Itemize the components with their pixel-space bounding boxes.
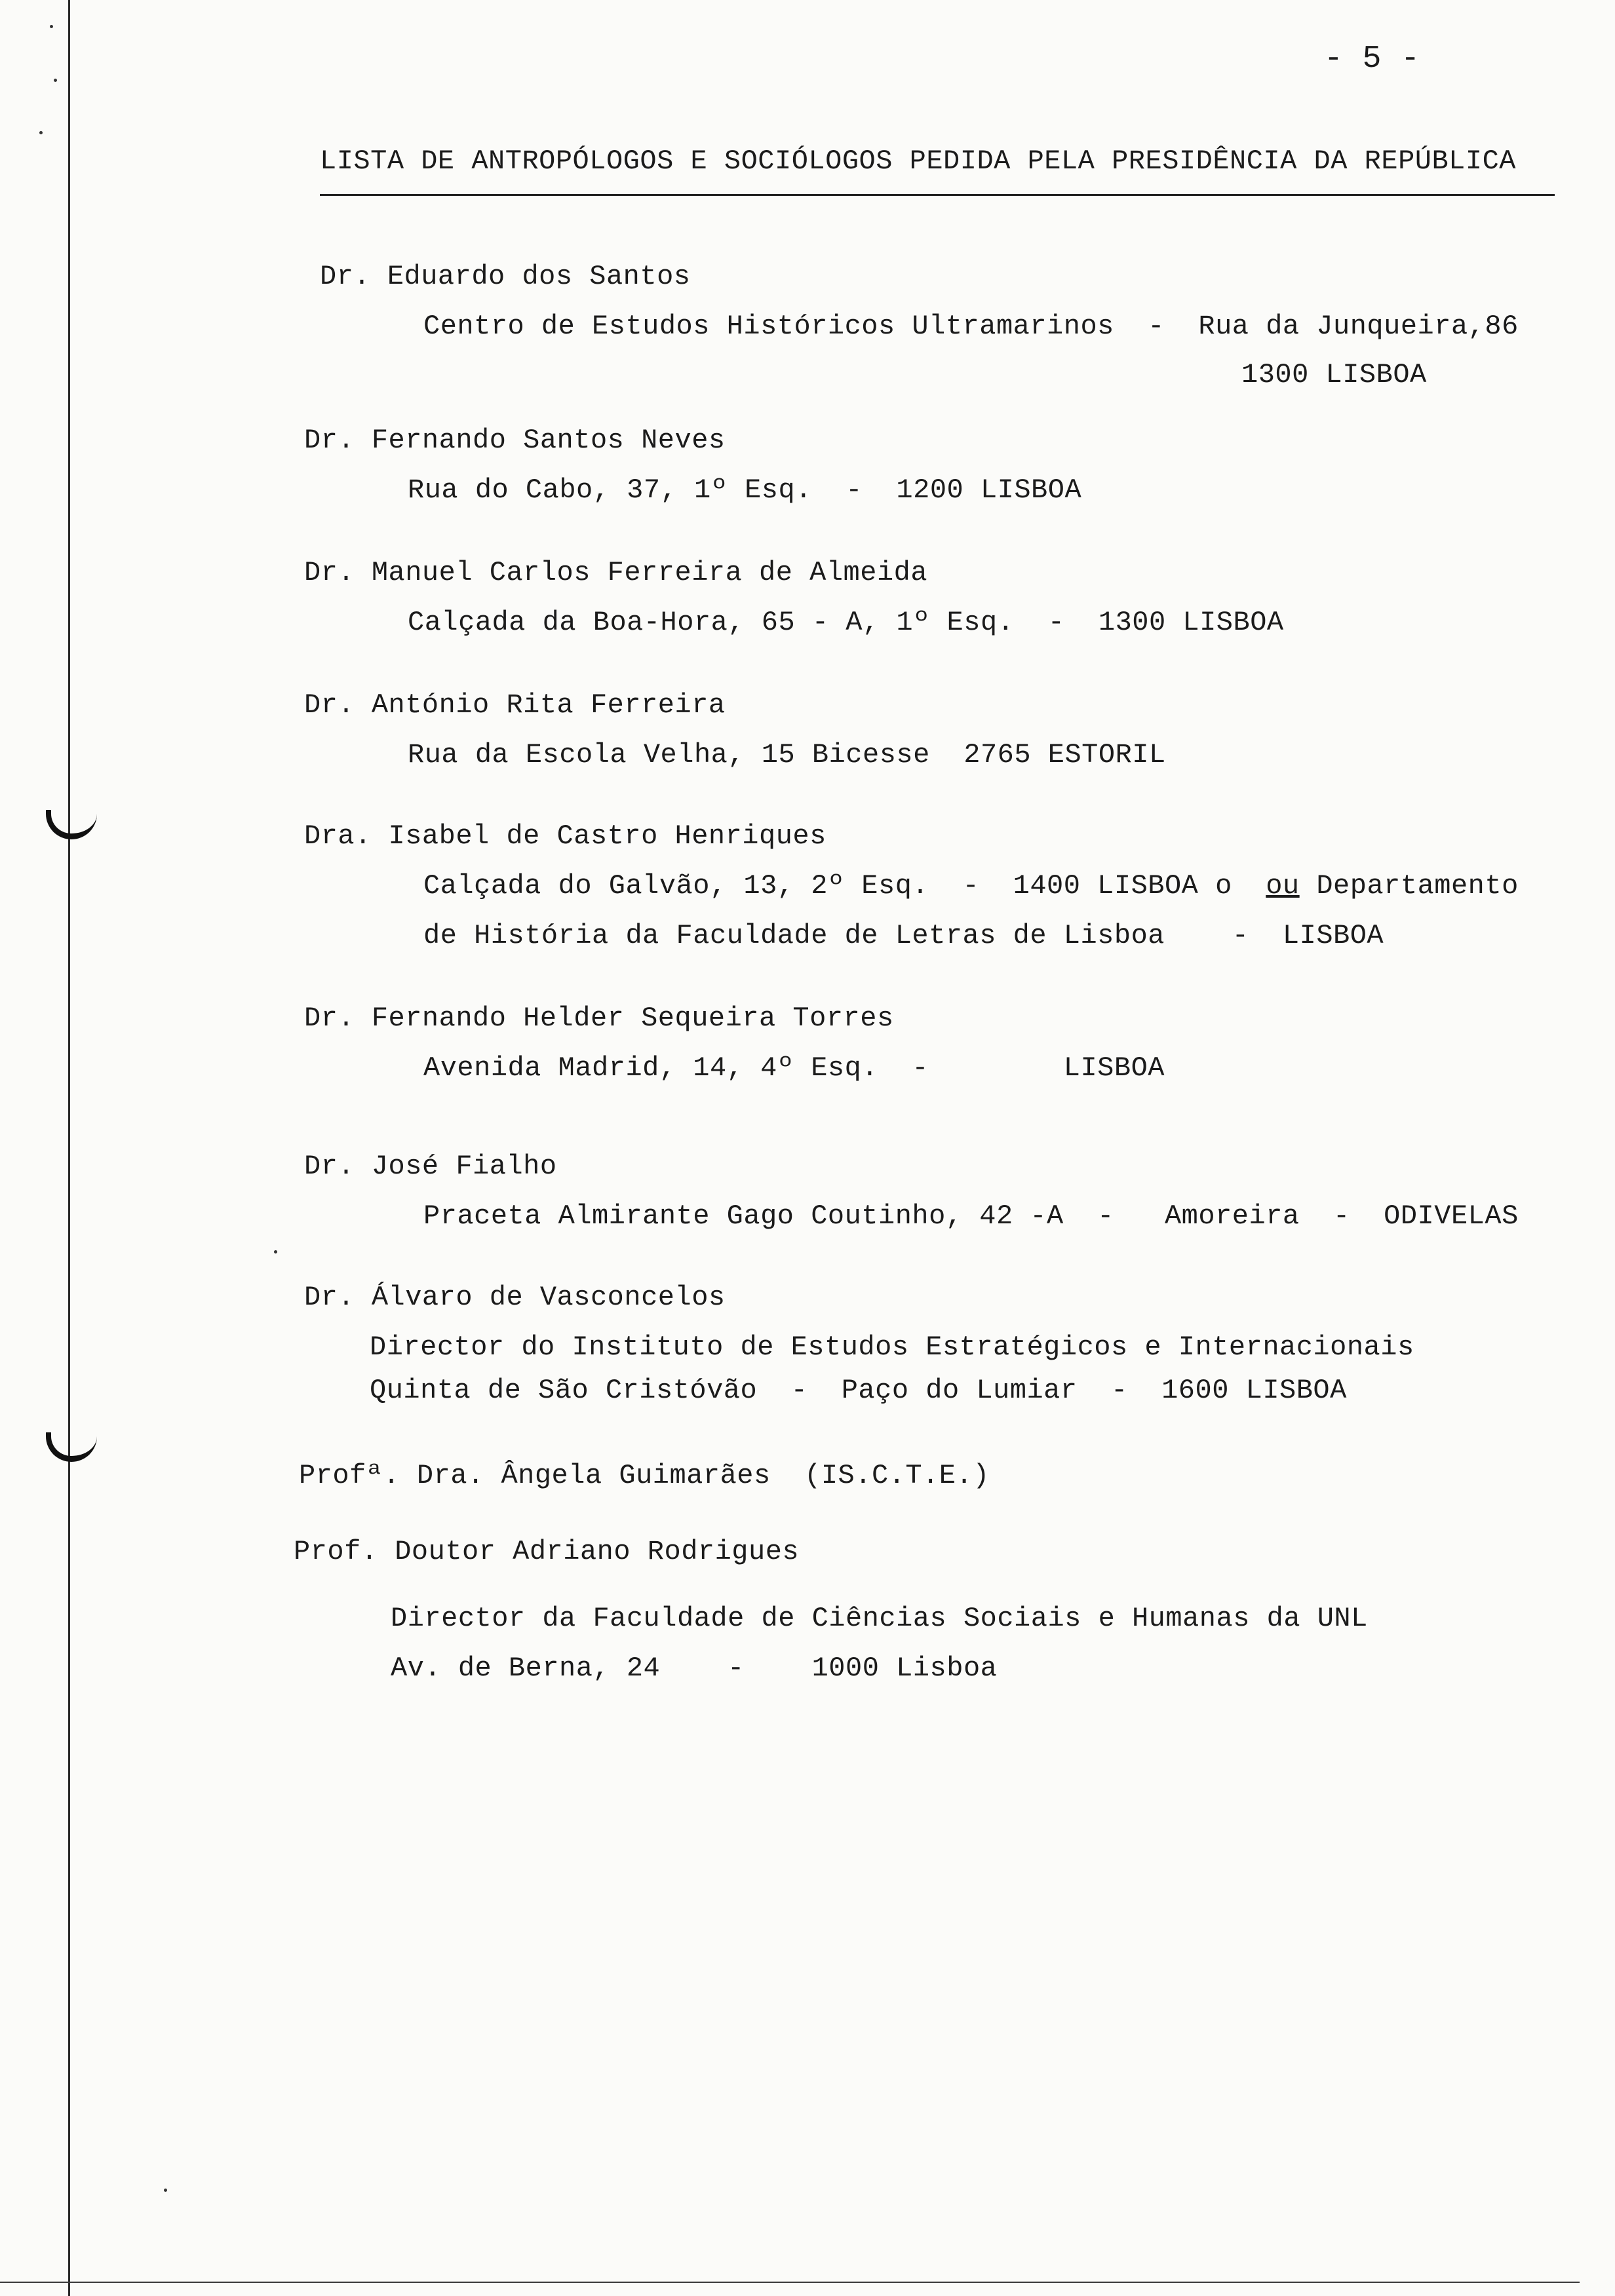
bottom-edge-line [0, 2282, 1580, 2283]
entry-address: Centro de Estudos Históricos Ultramarinos - Rua da Junqueira,86 [423, 311, 1519, 342]
page-heading: LISTA DE ANTROPÓLOGOS E SOCIÓLOGOS PEDIDA PELA PRESIDÊNCIA DA REPÚBLICA [320, 145, 1516, 177]
entry-name: Dr. Eduardo dos Santos [320, 261, 691, 292]
entry-address: Director da Faculdade de Ciências Sociais e Humanas da UNL [391, 1603, 1368, 1634]
entry-address: Calçada da Boa-Hora, 65 - A, 1º Esq. - 1300 LISBOA [408, 607, 1284, 638]
entry-address: Director do Instituto de Estudos Estratégicos e Internacionais [370, 1331, 1414, 1363]
speck [274, 1250, 277, 1253]
entry-name: Dr. Fernando Helder Sequeira Torres [304, 1003, 894, 1034]
entry-name: Prof. Doutor Adriano Rodrigues [294, 1536, 800, 1567]
entry-address: Praceta Almirante Gago Coutinho, 42 -A - Amoreira - ODIVELAS [423, 1200, 1519, 1232]
speck [164, 2189, 167, 2192]
entry-name: Profª. Dra. Ângela Guimarães (IS.C.T.E.) [299, 1460, 990, 1491]
entry-address: Av. de Berna, 24 - 1000 Lisboa [391, 1653, 998, 1684]
entry-name: Dr. Álvaro de Vasconcelos [304, 1282, 726, 1313]
binder-hole-mark [46, 1432, 97, 1462]
entry-address: 1300 LISBOA [1241, 359, 1427, 391]
margin-line [68, 0, 70, 2296]
entry-name: Dr. Fernando Santos Neves [304, 425, 726, 456]
speck [39, 131, 43, 134]
entry-name: Dr. José Fialho [304, 1151, 557, 1182]
entry-address: Rua do Cabo, 37, 1º Esq. - 1200 LISBOA [408, 474, 1082, 506]
entry-address [423, 870, 1519, 902]
binder-hole-mark [46, 810, 97, 839]
entry-address: Rua da Escola Velha, 15 Bicesse 2765 ESTORIL [408, 739, 1166, 771]
entry-name: Dra. Isabel de Castro Henriques [304, 820, 827, 852]
entry-name: Dr. António Rita Ferreira [304, 689, 726, 721]
underlined-word: ou [1266, 870, 1300, 902]
page-number: - 5 - [1324, 41, 1420, 77]
speck [50, 25, 53, 28]
entry-address: Avenida Madrid, 14, 4º Esq. - LISBOA [423, 1052, 1165, 1084]
entry-name: Dr. Manuel Carlos Ferreira de Almeida [304, 557, 928, 588]
heading-rule [320, 194, 1555, 196]
speck [54, 79, 57, 82]
entry-address: Quinta de São Cristóvão - Paço do Lumiar - 1600 LISBOA [370, 1375, 1347, 1406]
entry-address-part: Departamento [1299, 870, 1519, 902]
entry-address: de História da Faculdade de Letras de Lisboa - LISBOA [423, 920, 1384, 951]
entry-address-part: Calçada do Galvão, 13, 2º Esq. - 1400 LISBOA o [423, 870, 1266, 902]
